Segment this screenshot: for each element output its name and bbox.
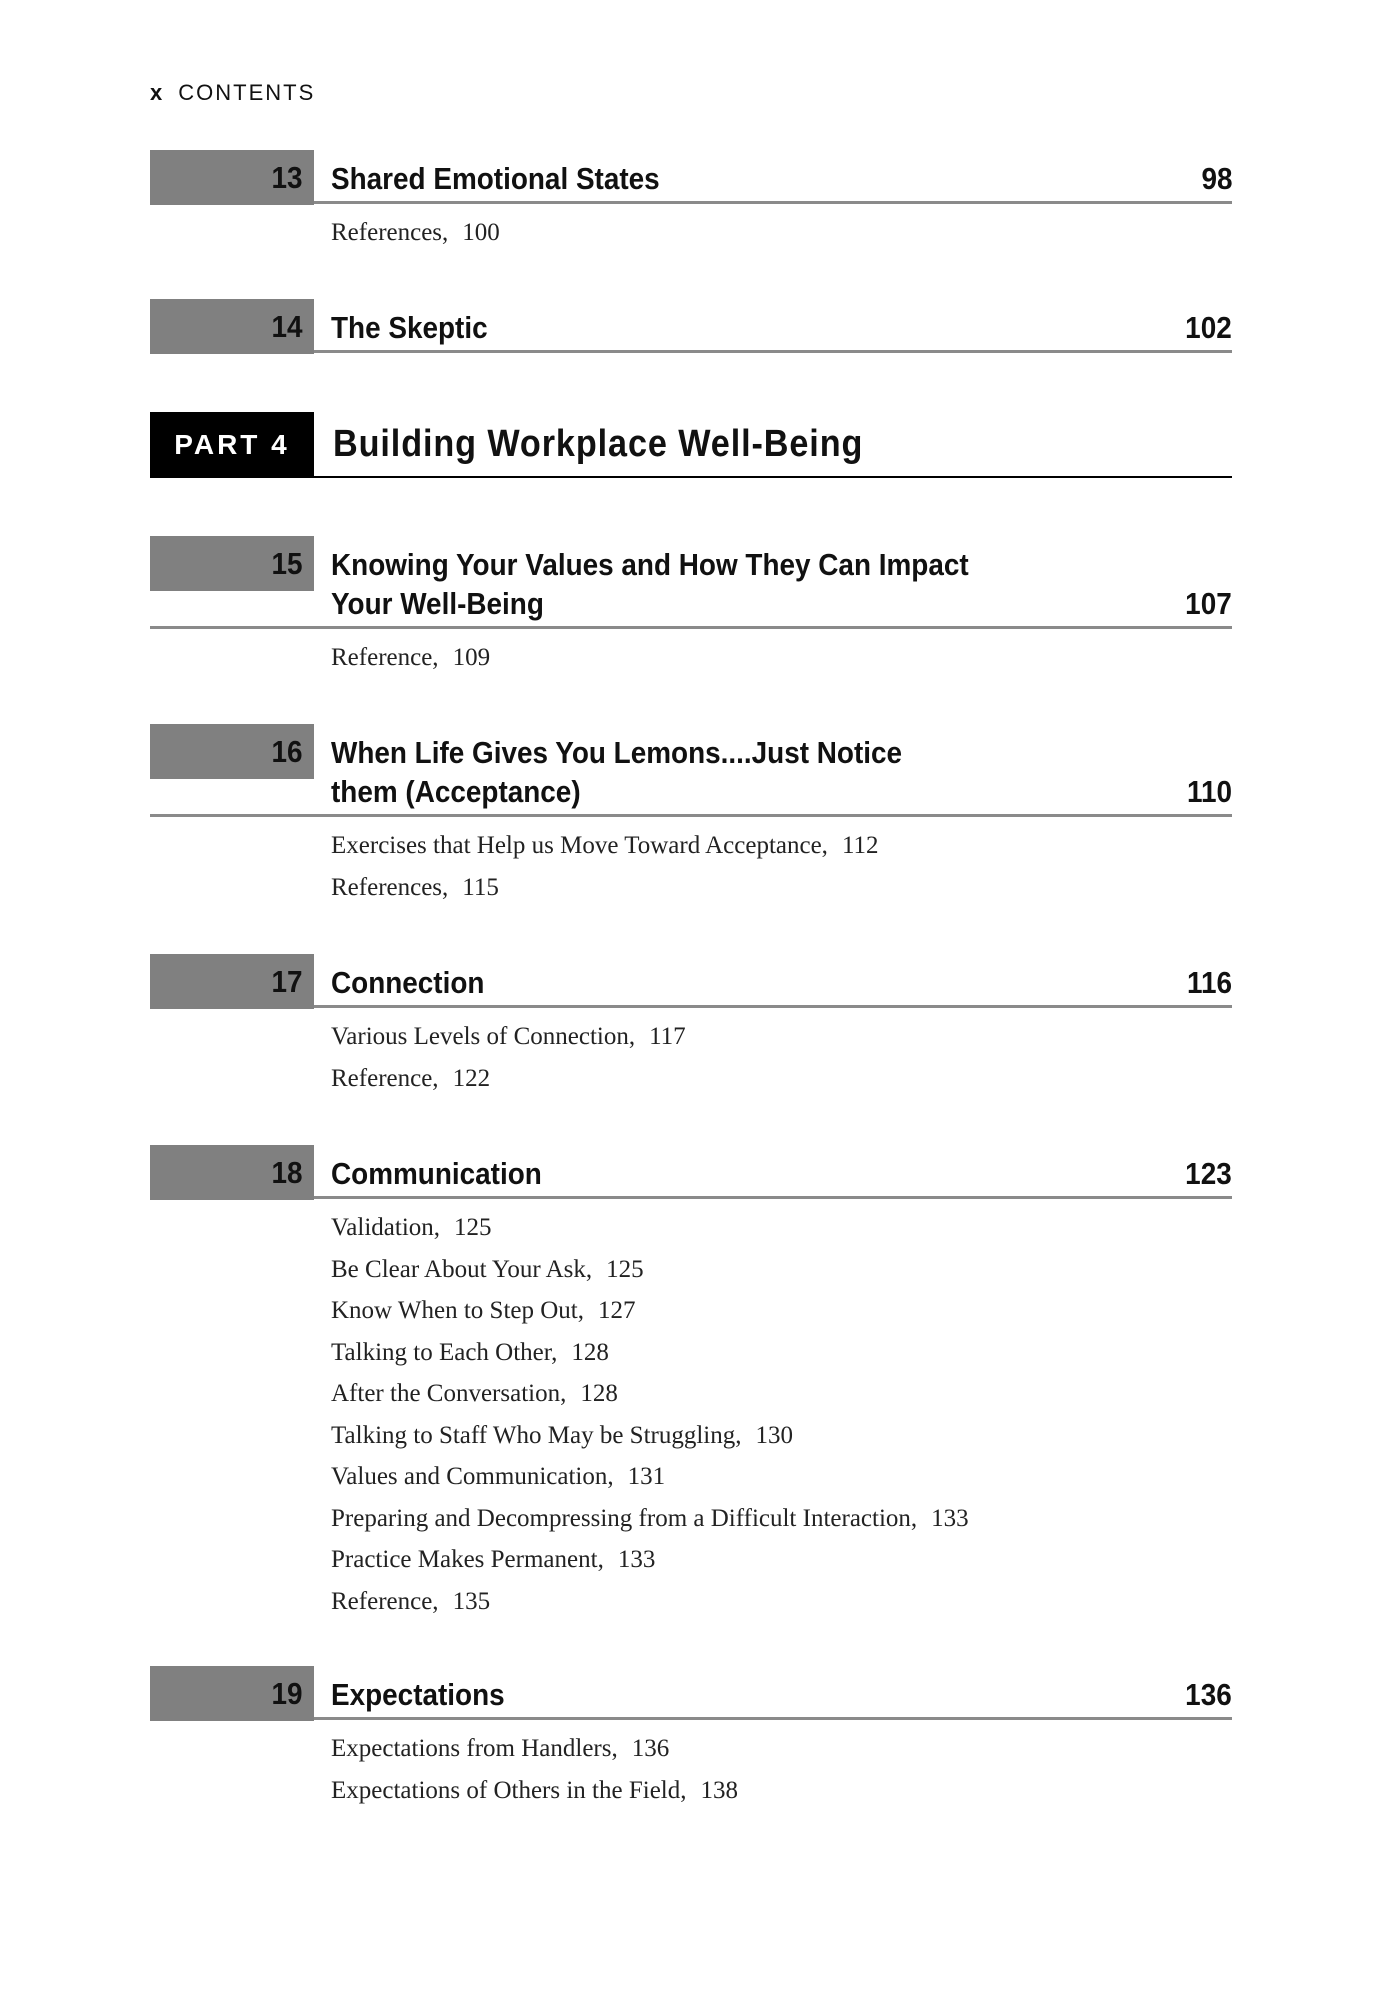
toc-entry[interactable] <box>331 1332 969 1374</box>
chapter-14-heading[interactable] <box>150 299 1232 357</box>
chapter-rule <box>314 1005 1232 1008</box>
chapter-number: 15 <box>270 546 302 581</box>
chapter-page: 123 <box>1185 1156 1232 1191</box>
entry-label: Exercises that Help us Move Toward Acceptance, <box>331 832 828 859</box>
chapter-13-heading[interactable] <box>150 150 1232 208</box>
entry-label: Various Levels of Connection, <box>331 1023 636 1050</box>
chapter-title <box>331 159 1015 198</box>
chapter-title <box>331 1675 1015 1714</box>
entry-label: Talking to Each Other, <box>331 1338 558 1366</box>
chapter-rule <box>150 626 1232 629</box>
entry-label: Reference, <box>331 644 439 671</box>
toc-entry[interactable] <box>331 1770 738 1812</box>
entry-label: Preparing and Decompressing from a Difficult Interaction, <box>331 1504 918 1532</box>
toc-entry[interactable] <box>331 212 500 254</box>
entry-label: Expectations from Handlers, <box>331 1735 618 1762</box>
toc-entry[interactable] <box>331 825 879 867</box>
toc-entry[interactable] <box>331 1456 969 1498</box>
entry-page: 109 <box>452 644 491 671</box>
chapter-13-entries <box>331 212 500 254</box>
entry-page: 128 <box>571 1338 609 1366</box>
chapter-title-line: Connection <box>331 965 485 1000</box>
entry-label: Know When to Step Out, <box>331 1297 584 1324</box>
entry-label: Reference, <box>331 1587 439 1615</box>
toc-entry[interactable] <box>331 1498 969 1540</box>
entry-label: Reference, <box>331 1064 439 1092</box>
chapter-title <box>331 963 1015 1002</box>
chapter-16-entries <box>331 825 879 908</box>
part-4-heading[interactable] <box>150 412 1232 478</box>
chapter-title-line: When Life Gives You Lemons....Just Notice <box>331 735 903 770</box>
entry-page: 127 <box>598 1297 636 1324</box>
chapter-number: 16 <box>270 734 302 769</box>
chapter-15-heading[interactable] <box>150 536 1232 629</box>
chapter-page: 116 <box>1186 965 1232 1000</box>
entry-page: 136 <box>631 1735 670 1762</box>
chapter-page: 110 <box>1186 774 1232 809</box>
chapter-18-heading[interactable] <box>150 1145 1232 1203</box>
chapter-number: 17 <box>270 964 302 999</box>
part-label: PART 4 <box>174 429 290 460</box>
chapter-19-entries <box>331 1728 738 1811</box>
entry-label: Validation, <box>331 1214 441 1241</box>
chapter-number-box <box>150 724 314 779</box>
part-title: Building Workplace Well-Being <box>333 423 864 465</box>
chapter-18-entries <box>331 1207 969 1622</box>
toc-entry[interactable] <box>331 1058 686 1100</box>
chapter-title-line: Expectations <box>331 1677 505 1712</box>
chapter-title <box>331 1154 1015 1193</box>
entry-page: 125 <box>606 1255 644 1283</box>
entry-page: 128 <box>580 1380 618 1407</box>
entry-label: Values and Communication, <box>331 1463 614 1490</box>
chapter-page: 107 <box>1185 586 1232 621</box>
chapter-page: 136 <box>1185 1677 1232 1712</box>
chapter-17-heading[interactable] <box>150 954 1232 1012</box>
running-header <box>150 80 315 106</box>
chapter-16-heading[interactable] <box>150 724 1232 817</box>
chapter-title-line: them (Acceptance) <box>331 774 581 809</box>
entry-page: 133 <box>931 1504 969 1532</box>
toc-entry[interactable] <box>331 1415 969 1457</box>
chapter-number-box <box>150 536 314 591</box>
chapter-rule <box>314 1717 1232 1720</box>
entry-page: 130 <box>755 1421 793 1449</box>
entry-page: 115 <box>462 873 499 901</box>
entry-page: 131 <box>627 1463 666 1490</box>
toc-entry[interactable] <box>331 1290 969 1332</box>
toc-entry[interactable] <box>331 867 879 909</box>
entry-label: Be Clear About Your Ask, <box>331 1255 593 1283</box>
chapter-title-line: Communication <box>331 1156 542 1191</box>
entry-label: Practice Makes Permanent, <box>331 1546 604 1573</box>
toc-entry[interactable] <box>331 1373 969 1415</box>
chapter-number: 18 <box>270 1155 302 1190</box>
chapter-number-box <box>150 1145 314 1200</box>
chapter-title <box>331 733 1015 811</box>
toc-entry[interactable] <box>331 1728 738 1770</box>
entry-label: Talking to Staff Who May be Struggling, <box>331 1421 742 1449</box>
chapter-title-line: Shared Emotional States <box>331 161 660 196</box>
chapter-number: 14 <box>270 309 302 344</box>
entry-label: References, <box>331 219 449 246</box>
chapter-title <box>331 308 1015 347</box>
chapter-number: 19 <box>270 1676 302 1711</box>
chapter-rule <box>314 350 1232 353</box>
chapter-rule <box>314 201 1232 204</box>
chapter-19-heading[interactable] <box>150 1666 1232 1724</box>
entry-label: Expectations of Others in the Field, <box>331 1776 687 1804</box>
part-rule <box>314 476 1232 478</box>
entry-page: 100 <box>462 219 500 246</box>
chapter-title-line: The Skeptic <box>331 310 488 345</box>
toc-entry[interactable] <box>331 1016 686 1058</box>
entry-page: 125 <box>454 1214 492 1241</box>
toc-entry[interactable] <box>331 1249 969 1291</box>
chapter-number-box <box>150 150 314 205</box>
chapter-15-entries <box>331 637 490 679</box>
toc-entry[interactable] <box>331 1539 969 1581</box>
chapter-title <box>331 545 1015 623</box>
chapter-number: 13 <box>270 160 302 195</box>
chapter-title-line: Your Well-Being <box>331 586 544 621</box>
toc-entry[interactable] <box>331 1581 969 1623</box>
chapter-17-entries <box>331 1016 686 1099</box>
chapter-number-box <box>150 1666 314 1721</box>
section-title: CONTENTS <box>178 80 316 105</box>
chapter-rule <box>150 814 1232 817</box>
chapter-page: 98 <box>1200 161 1232 196</box>
entry-page: 133 <box>617 1546 656 1573</box>
entry-page: 112 <box>841 832 879 859</box>
chapter-number-box <box>150 954 314 1009</box>
chapter-number-box <box>150 299 314 354</box>
page-number: x <box>150 80 163 105</box>
chapter-rule <box>314 1196 1232 1199</box>
toc-entry[interactable] <box>331 637 490 679</box>
chapter-page: 102 <box>1185 310 1232 345</box>
entry-page: 135 <box>452 1587 491 1615</box>
entry-page: 138 <box>700 1776 738 1804</box>
chapter-title-line: Knowing Your Values and How They Can Impact <box>331 547 969 582</box>
entry-page: 122 <box>452 1064 491 1092</box>
entry-page: 117 <box>649 1023 686 1050</box>
toc-entry[interactable] <box>331 1207 969 1249</box>
entry-label: References, <box>331 873 449 901</box>
entry-label: After the Conversation, <box>331 1380 567 1407</box>
